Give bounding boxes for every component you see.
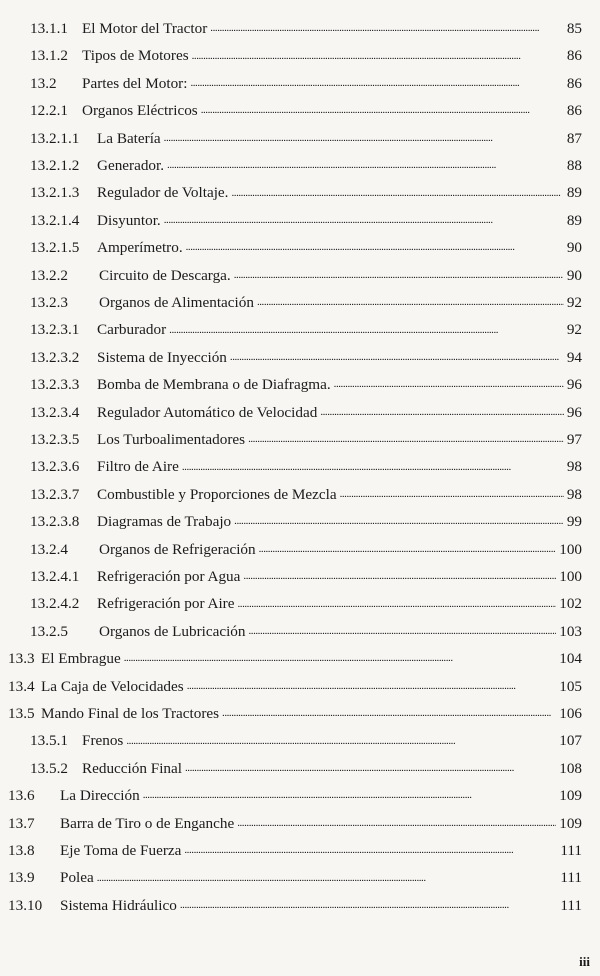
dot-leader xyxy=(182,460,564,475)
dot-leader xyxy=(124,651,557,666)
toc-entry-number: 13.9 xyxy=(8,869,35,887)
toc-entry-page: 86 xyxy=(566,74,582,92)
toc-entry-number: 13.8 xyxy=(8,842,35,860)
toc-entry-page: 107 xyxy=(559,732,582,750)
dot-leader xyxy=(234,268,564,283)
dot-leader xyxy=(320,405,564,420)
toc-entry xyxy=(0,837,600,864)
toc-entry-number: 13.2.3 xyxy=(30,294,68,312)
dot-leader xyxy=(340,487,564,502)
toc-entry-page: 98 xyxy=(566,458,582,476)
toc-entry xyxy=(0,152,600,179)
dot-leader xyxy=(184,843,557,858)
dot-leader xyxy=(257,295,564,310)
dot-leader xyxy=(164,131,564,146)
toc-entry xyxy=(0,645,600,672)
toc-entry-title: Los Turboalimentadores xyxy=(97,431,246,449)
dot-leader xyxy=(210,21,564,36)
dot-leader xyxy=(143,788,557,803)
toc-entry xyxy=(0,234,600,261)
dot-leader xyxy=(180,898,558,913)
toc-entry xyxy=(0,42,600,69)
toc-entry xyxy=(0,70,600,97)
toc-entry-title: Eje Toma de Fuerza xyxy=(60,842,182,860)
toc-entry-title: Generador. xyxy=(97,157,165,175)
dot-leader xyxy=(167,158,564,173)
toc-entry-title: Organos Eléctricos xyxy=(82,102,198,120)
toc-entry-number: 12.2.1 xyxy=(30,102,68,120)
toc-entry-number: 13.10 xyxy=(8,896,43,914)
dot-leader xyxy=(186,240,564,255)
toc-entry-title: Diagramas de Trabajo xyxy=(97,513,232,531)
toc-entry xyxy=(0,262,600,289)
toc-entry-number: 13.5.2 xyxy=(30,759,68,777)
toc-entry-number: 13.2.3.5 xyxy=(30,431,80,449)
toc-entry-title: La Caja de Velocidades xyxy=(41,677,184,695)
toc-entry-title: Organos de Alimentación xyxy=(99,294,254,312)
dot-leader xyxy=(237,597,556,612)
toc-entry-number: 13.5.1 xyxy=(30,732,68,750)
toc-entry xyxy=(0,371,600,398)
dot-leader xyxy=(237,816,556,831)
toc-entry-number: 13.7 xyxy=(8,814,35,832)
toc-entry-title: Filtro de Aire xyxy=(97,458,179,476)
toc-entry xyxy=(0,481,600,508)
toc-entry-number: 13.2.4.1 xyxy=(30,568,80,586)
toc-entry-page: 104 xyxy=(559,650,582,668)
toc-entry-title: Regulador de Voltaje. xyxy=(97,184,229,202)
toc-entry-title: El Embrague xyxy=(41,650,121,668)
toc-entry-page: 88 xyxy=(566,157,582,175)
toc-entry-page: 96 xyxy=(566,403,582,421)
dot-leader xyxy=(222,706,556,721)
toc-entry-number: 13.2.1.5 xyxy=(30,239,80,257)
toc-entry-page: 111 xyxy=(560,896,582,914)
toc-entry-title: Polea xyxy=(60,869,94,887)
dot-leader xyxy=(201,103,564,118)
toc-entry xyxy=(0,316,600,343)
dot-leader xyxy=(243,569,556,584)
toc-entry-title: Circuito de Descarga. xyxy=(99,266,231,284)
toc-entry xyxy=(0,399,600,426)
toc-entry xyxy=(0,207,600,234)
toc-entry xyxy=(0,673,600,700)
dot-leader xyxy=(169,323,564,338)
toc-entry-title: Barra de Tiro o de Enganche xyxy=(60,814,235,832)
toc-entry-title: Organos de Refrigeración xyxy=(99,540,256,558)
toc-entry xyxy=(0,782,600,809)
toc-entry xyxy=(0,125,600,152)
toc-entry-page: 92 xyxy=(566,294,582,312)
dot-leader xyxy=(234,514,564,529)
toc-entry-title: La Batería xyxy=(97,129,161,147)
toc-entry xyxy=(0,700,600,727)
toc-entry xyxy=(0,179,600,206)
dot-leader xyxy=(334,377,564,392)
toc-entry-page: 106 xyxy=(559,705,582,723)
toc-entry-page: 87 xyxy=(566,129,582,147)
toc-entry-page: 86 xyxy=(566,47,582,65)
dot-leader xyxy=(230,350,564,365)
toc-entry-number: 13.2.1.1 xyxy=(30,129,80,147)
dot-leader xyxy=(190,76,563,91)
toc-entry-number: 13.2.3.7 xyxy=(30,485,80,503)
dot-leader xyxy=(248,432,564,447)
toc-entry xyxy=(0,563,600,590)
toc-entry-number: 13.1.2 xyxy=(30,47,68,65)
toc-entry xyxy=(0,344,600,371)
toc-entry-title: Mando Final de los Tractores xyxy=(41,705,220,723)
toc-entry-title: Partes del Motor: xyxy=(82,74,188,92)
toc-entry-page: 111 xyxy=(560,869,582,887)
toc-entry-page: 90 xyxy=(566,266,582,284)
toc-entry-number: 13.2 xyxy=(30,74,57,92)
toc-entry xyxy=(0,15,600,42)
toc-entry-page: 108 xyxy=(559,759,582,777)
toc-entry-title: Disyuntor. xyxy=(97,211,161,229)
toc-entry-page: 105 xyxy=(559,677,582,695)
dot-leader xyxy=(97,871,558,886)
toc-entry-number: 13.2.3.3 xyxy=(30,376,80,394)
toc-entry xyxy=(0,810,600,837)
toc-entry xyxy=(0,289,600,316)
toc-entry-page: 86 xyxy=(566,102,582,120)
dot-leader xyxy=(126,734,556,749)
toc-entry xyxy=(0,864,600,891)
toc-entry-page: 109 xyxy=(559,787,582,805)
toc-entry xyxy=(0,426,600,453)
toc-entry-number: 13.1.1 xyxy=(30,20,68,38)
dot-leader xyxy=(259,542,557,557)
toc-entry-number: 13.2.3.6 xyxy=(30,458,80,476)
toc-entry-title: Sistema Hidráulico xyxy=(60,896,177,914)
toc-entry-page: 100 xyxy=(559,568,582,586)
toc-entry xyxy=(0,536,600,563)
toc-entry xyxy=(0,892,600,919)
toc-entry-page: 111 xyxy=(560,842,582,860)
toc-entry-page: 99 xyxy=(566,513,582,531)
toc-entry-title: Refrigeración por Aire xyxy=(97,595,235,613)
toc-entry-page: 94 xyxy=(566,348,582,366)
dot-leader xyxy=(192,49,564,64)
toc-entry-title: Sistema de Inyección xyxy=(97,348,227,366)
toc-entry-number: 13.2.2 xyxy=(30,266,68,284)
toc-entry-title: Amperímetro. xyxy=(97,239,183,257)
toc-entry-number: 13.2.1.4 xyxy=(30,211,80,229)
toc-entry xyxy=(0,618,600,645)
toc-entry-page: 89 xyxy=(566,184,582,202)
toc-entry-number: 13.2.3.4 xyxy=(30,403,80,421)
toc-entry-page: 97 xyxy=(566,431,582,449)
toc-entry-number: 13.5 xyxy=(8,705,35,723)
toc-entry-page: 96 xyxy=(566,376,582,394)
dot-leader xyxy=(248,624,556,639)
toc-entry xyxy=(0,755,600,782)
toc-entry-title: Refrigeración por Agua xyxy=(97,568,241,586)
toc-entry-number: 13.2.3.8 xyxy=(30,513,80,531)
toc-entry-title: Organos de Lubricación xyxy=(99,622,246,640)
toc-entry-number: 13.2.3.2 xyxy=(30,348,80,366)
toc-entry-number: 13.2.5 xyxy=(30,622,68,640)
toc-entry xyxy=(0,727,600,754)
toc-entry-title: Carburador xyxy=(97,321,167,339)
dot-leader xyxy=(164,213,564,228)
toc-entry-page: 100 xyxy=(559,540,582,558)
toc-entry-title: Bomba de Membrana o de Diafragma. xyxy=(97,376,331,394)
toc-entry-number: 13.2.3.1 xyxy=(30,321,80,339)
toc-entry-title: Reducción Final xyxy=(82,759,182,777)
toc-entry-page: 102 xyxy=(559,595,582,613)
dot-leader xyxy=(231,186,563,201)
dot-leader xyxy=(187,679,557,694)
toc-entry-number: 13.2.4.2 xyxy=(30,595,80,613)
toc-entry-number: 13.2.1.2 xyxy=(30,157,80,175)
toc-entry-number: 13.2.4 xyxy=(30,540,68,558)
toc-entry-page: 90 xyxy=(566,239,582,257)
toc-entry-title: El Motor del Tractor xyxy=(82,20,208,38)
toc-entry-page: 92 xyxy=(566,321,582,339)
toc-entry-title: Frenos xyxy=(82,732,124,750)
toc-entry xyxy=(0,508,600,535)
toc-entry-title: La Dirección xyxy=(60,787,140,805)
toc-entry-number: 13.2.1.3 xyxy=(30,184,80,202)
toc-entry-page: 103 xyxy=(559,622,582,640)
page-folio: iii xyxy=(579,954,590,969)
toc-entry-page: 89 xyxy=(566,211,582,229)
toc-entry-number: 13.4 xyxy=(8,677,35,695)
toc-entry-title: Tipos de Motores xyxy=(82,47,189,65)
toc-entry-title: Regulador Automático de Velocidad xyxy=(97,403,318,421)
toc-entry-page: 109 xyxy=(559,814,582,832)
toc-entry xyxy=(0,97,600,124)
toc-entry-number: 13.6 xyxy=(8,787,35,805)
toc-entry-page: 98 xyxy=(566,485,582,503)
toc-entry xyxy=(0,590,600,617)
dot-leader xyxy=(185,761,556,776)
toc-entry-page: 85 xyxy=(566,20,582,38)
toc-entry-number: 13.3 xyxy=(8,650,35,668)
toc-entry xyxy=(0,453,600,480)
toc-entry-title: Combustible y Proporciones de Mezcla xyxy=(97,485,337,503)
